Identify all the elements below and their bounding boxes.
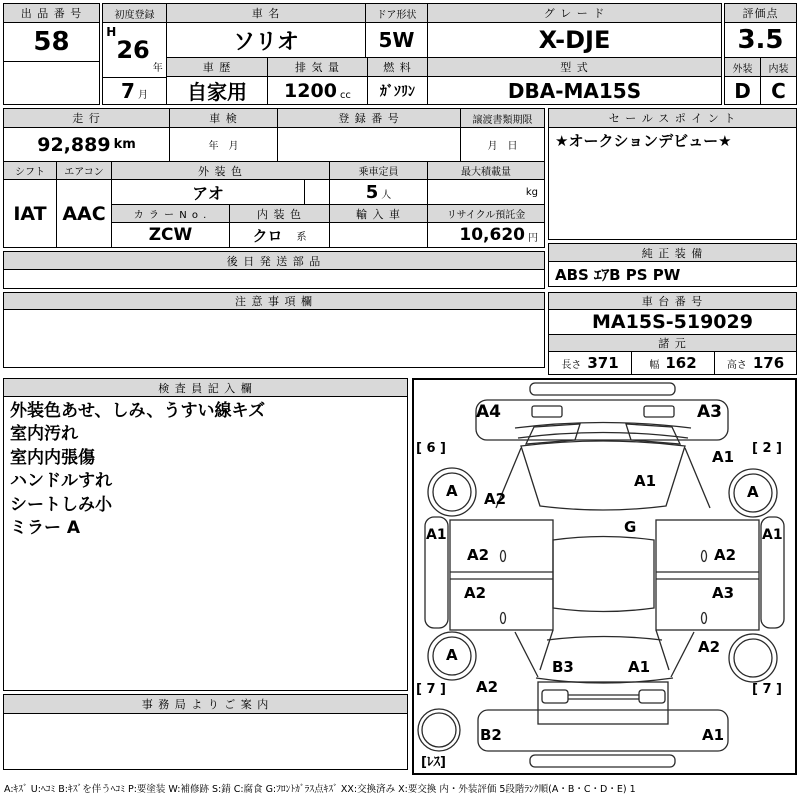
shift-header: シフト [3, 161, 57, 180]
chassis-number-header: 車 台 番 号 [548, 292, 797, 310]
right-doors-shape [656, 520, 759, 630]
damage-label-front-left-corner: A4 [476, 402, 501, 422]
registration-month: 7 [121, 79, 135, 103]
damage-label-rear-window-right: A1 [628, 658, 651, 676]
aircon-header: エアコン [56, 161, 112, 180]
mileage-header: 走 行 [3, 108, 170, 128]
damage-label-front-left-wheel: A [446, 482, 458, 500]
fuel-value: ｶﾞｿﾘﾝ [367, 76, 428, 105]
damage-label-rear-left-wheel: A [446, 646, 458, 664]
inspector-notes-body [3, 396, 408, 691]
damage-label-left-rear-quarter: A2 [476, 678, 499, 696]
month-unit: 月 [137, 90, 148, 101]
payload-unit: kg [525, 186, 538, 198]
damage-label-left-front-door: A2 [467, 546, 490, 564]
tread-label-front-left: [ 6 ] [416, 441, 446, 456]
damage-label-left-rear-door: A2 [464, 584, 487, 602]
specs-header: 諸 元 [548, 334, 797, 352]
lot-number-value: 58 [3, 22, 100, 62]
damage-label-right-front-door: A2 [714, 546, 737, 564]
first-registration-header: 初度登録 [102, 3, 167, 23]
damage-label-rear-gate-right: A1 [702, 726, 725, 744]
later-shipped-parts-header: 後 日 発 送 部 品 [3, 251, 545, 270]
left-front-door-handle [501, 551, 506, 562]
windshield-shape [521, 441, 685, 510]
right-rear-door-handle [702, 613, 707, 624]
left-rear-door-handle [501, 613, 506, 624]
car-name-value: ソリオ [166, 22, 366, 58]
length-value: 371 [587, 354, 619, 372]
right-front-door-handle [702, 551, 707, 562]
mileage-unit: km [113, 137, 136, 152]
model-code-header: 型 式 [427, 57, 722, 77]
damage-label-front-right-wheel: A [747, 483, 759, 501]
interior-color-name: クロ [252, 226, 283, 245]
exterior-color-header: 外 装 色 [111, 161, 330, 180]
width-cell [631, 351, 715, 375]
factory-equipment-header: 純 正 装 備 [548, 243, 797, 262]
office-notice-header: 事 務 局 よ り ご 案 内 [3, 694, 408, 714]
damage-label-rear-gate-left: B2 [480, 726, 502, 744]
cautions-header: 注 意 事 項 欄 [3, 292, 545, 310]
damage-code-legend: A:ｷｽﾞ U:ﾍｺﾐ B:ｷｽﾞを伴うﾍｺﾐ P:要塗装 W:補修跡 S:錆 C:腐食 G:ﾌﾛﾝﾄｶﾞﾗｽ点ｷｽﾞ XX:交換済み X:要交換 内・外装評価 5段階ﾗﾝｸ順(A・B・C・D・E) 1 [4, 784, 636, 795]
recycle-fee-header: リサイクル預託金 [427, 204, 545, 223]
displacement-number: 1200 [284, 79, 337, 102]
import-value [329, 222, 428, 248]
inspector-notes-header: 検 査 員 記 入 欄 [3, 378, 408, 397]
damage-label-left-front-fender: A2 [484, 490, 507, 508]
length-cell [548, 351, 632, 375]
transfer-deadline-value: 月 日 [460, 127, 545, 162]
tread-label-rear-right: [ 7 ] [752, 682, 782, 697]
grade-header: グ レ ー ド [427, 3, 722, 23]
inspector-note-line: シートしみ小 [10, 494, 112, 515]
right-c-pillar [656, 630, 669, 670]
sales-point-header: セ ー ル ス ポ イ ン ト [548, 108, 797, 128]
tread-label-rear-left: [ 7 ] [416, 682, 446, 697]
inspector-note-line: ハンドルすれ [10, 471, 112, 492]
payload-value [427, 179, 545, 205]
score-header: 評価点 [724, 3, 797, 23]
capacity-header: 乗車定員 [329, 161, 428, 180]
capacity-value [329, 179, 428, 205]
year-unit: 年 [152, 63, 163, 74]
damage-label-right-front-fender: A1 [712, 448, 735, 466]
recycle-fee-number: 10,620 [459, 225, 525, 245]
color-no-value: ZCW [111, 222, 230, 248]
width-label: 幅 [649, 359, 660, 371]
damage-label-left-sill: A1 [426, 527, 447, 543]
score-value: 3.5 [724, 22, 797, 58]
rear-bumper-shape [530, 755, 675, 767]
cautions-value [3, 309, 545, 368]
office-notice-value [3, 713, 408, 770]
left-taillight-shape [542, 690, 568, 703]
tread-label-front-right: [ 2 ] [752, 441, 782, 456]
inspector-note-line: ミラー A [10, 518, 81, 539]
displacement-unit: cc [339, 90, 351, 101]
damage-label-windshield: A1 [634, 472, 657, 490]
lot-number-header: 出 品 番 号 [3, 3, 100, 23]
later-shipped-parts-value [3, 269, 545, 289]
sales-point-value: ★オークションデビュー★ [548, 127, 797, 240]
height-label: 高さ [726, 359, 747, 371]
spare-tire-less-label: [ﾚｽ] [421, 755, 446, 770]
right-a-pillar [685, 448, 710, 508]
grade-value: X-DJE [427, 22, 722, 58]
registration-year: 26 [116, 36, 150, 64]
length-label: 長さ [561, 359, 582, 371]
interior-rank-value: C [760, 76, 797, 105]
first-registration-month [102, 77, 167, 105]
registration-number-header: 登 録 番 号 [277, 108, 461, 128]
lot-number-empty-cell [3, 61, 100, 105]
displacement-value [267, 76, 368, 105]
shift-value: IAT [3, 179, 57, 248]
capacity-number: 5 [365, 181, 379, 203]
door-shape-value: 5W [365, 22, 428, 58]
transfer-deadline-header: 譲渡書類期限 [460, 108, 545, 128]
first-registration-year [102, 22, 167, 78]
history-header: 車 歴 [166, 57, 268, 77]
exterior-rank-header: 外装 [724, 57, 761, 77]
interior-color-header: 内 装 色 [229, 204, 330, 223]
damage-label-right-rear-door: A3 [712, 584, 735, 602]
front-panel-shape [476, 400, 728, 440]
mileage-number: 92,889 [37, 133, 111, 156]
aircon-value: AAC [56, 179, 112, 248]
era-letter: H [106, 25, 117, 39]
color-no-header: カ ラ ー N o . [111, 204, 230, 223]
exterior-rank-value: D [724, 76, 761, 105]
inspector-note-line: 室内内張傷 [10, 447, 95, 468]
height-value: 176 [752, 354, 785, 372]
left-headlight-shape [532, 406, 562, 417]
car-outline-drawing [414, 380, 795, 773]
fuel-header: 燃 料 [367, 57, 428, 77]
damage-diagram [412, 378, 797, 775]
inspection-header: 車 検 [169, 108, 278, 128]
exterior-color-sub-cell [304, 179, 330, 205]
displacement-header: 排 気 量 [267, 57, 368, 77]
width-value: 162 [665, 354, 697, 372]
car-name-header: 車 名 [166, 3, 366, 23]
right-taillight-shape [639, 690, 665, 703]
door-shape-header: ドア形状 [365, 3, 428, 23]
rear-gate-shape [478, 710, 728, 751]
interior-color-value [229, 222, 330, 248]
interior-color-suffix: 系 [296, 231, 307, 243]
hood-rear-edge [515, 423, 691, 429]
inspector-note-line: 外装色あせ、しみ、うすい線キズ [10, 401, 266, 421]
damage-label-right-sill: A1 [762, 527, 783, 543]
damage-label-right-rear-quarter: A2 [698, 638, 721, 656]
height-cell [714, 351, 797, 375]
mileage-value [3, 127, 170, 162]
model-code-value: DBA-MA15S [427, 76, 722, 105]
spare-tire-shape [418, 709, 460, 751]
rear-roof-edge [547, 637, 662, 641]
damage-label-rear-window-left: B3 [552, 658, 574, 676]
recycle-fee-value [427, 222, 545, 248]
import-header: 輸 入 車 [329, 204, 428, 223]
registration-number-value [277, 127, 461, 162]
recycle-fee-unit: 円 [528, 233, 538, 244]
damage-label-roof: G [624, 518, 637, 536]
factory-equipment-value: ABS ｴｱB PS PW [548, 261, 797, 287]
interior-rank-header: 内装 [760, 57, 797, 77]
history-value: 自家用 [166, 76, 268, 105]
rear-right-wheel [729, 634, 777, 682]
inspection-value: 年 月 [169, 127, 278, 162]
front-bumper-shape [530, 383, 675, 395]
capacity-unit: 人 [381, 190, 392, 201]
inspector-note-line: 室内汚れ [10, 424, 78, 445]
chassis-number-value: MA15S-519029 [548, 309, 797, 335]
right-headlight-shape [644, 406, 674, 417]
payload-header: 最大積載量 [427, 161, 545, 180]
roof-shape [553, 537, 654, 612]
exterior-color-value: アオ [111, 179, 305, 205]
damage-label-front-right-corner: A3 [697, 402, 722, 422]
